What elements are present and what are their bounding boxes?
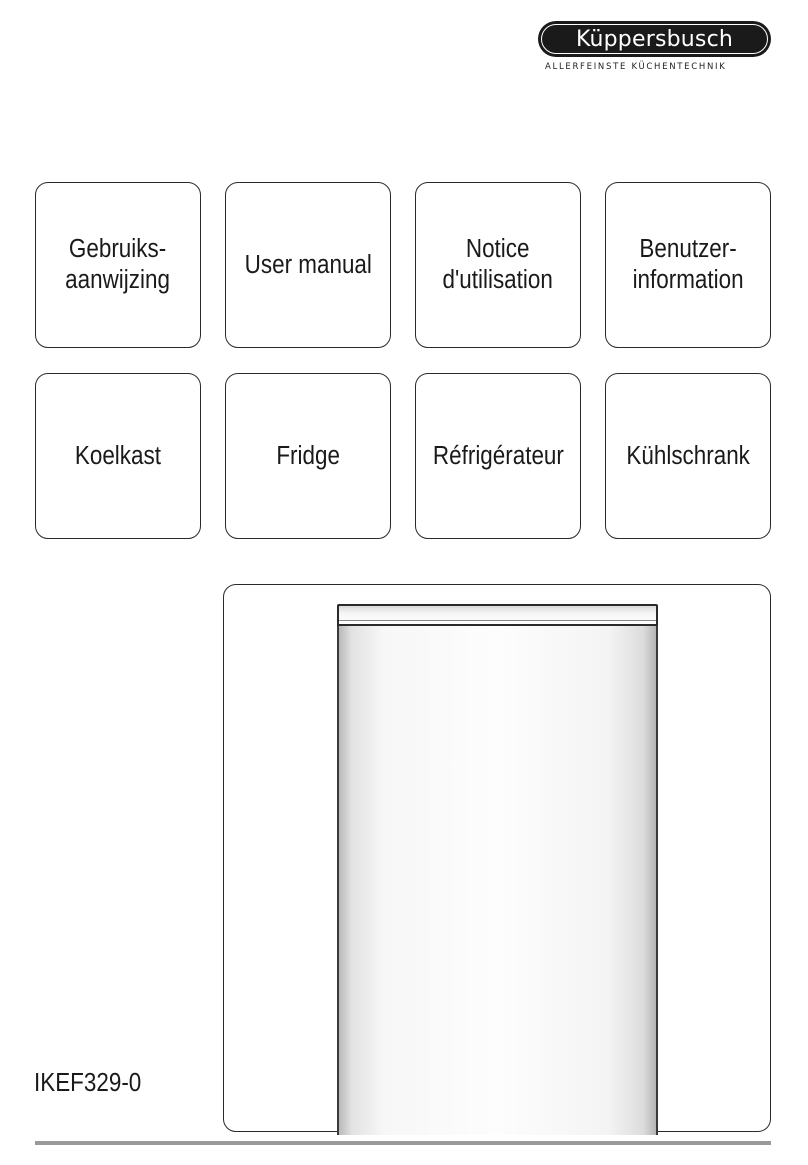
brand-name: Küppersbusch <box>575 26 734 52</box>
tile-label: Gebruiks- aanwijzing <box>65 235 171 294</box>
tile-label: Koelkast <box>74 441 162 470</box>
tile-label: Réfrigérateur <box>432 441 564 470</box>
tile-doc-de <box>605 182 771 348</box>
tile-appliance-fr <box>415 373 581 539</box>
tile-appliance-en <box>225 373 391 539</box>
tile-label: Fridge <box>276 441 340 470</box>
brand-logo <box>538 21 771 57</box>
tile-doc-en <box>225 182 391 348</box>
tile-label: Notice d'utilisation <box>442 235 554 294</box>
fridge-door-line <box>339 620 656 621</box>
brand-tagline: ALLERFEINSTE KÜCHENTECHNIK <box>545 62 727 72</box>
tile-appliance-nl <box>35 373 201 539</box>
fridge-top-panel <box>337 604 658 626</box>
tile-label: User manual <box>244 250 372 279</box>
tile-label: Benutzer- information <box>632 235 744 294</box>
tile-appliance-de <box>605 373 771 539</box>
fridge-illustration <box>337 605 658 1135</box>
model-number: IKEF329-0 <box>34 1069 142 1097</box>
tile-doc-nl <box>35 182 201 348</box>
tile-doc-fr <box>415 182 581 348</box>
tile-label: Kühlschrank <box>626 441 750 470</box>
bottom-divider <box>35 1141 771 1145</box>
